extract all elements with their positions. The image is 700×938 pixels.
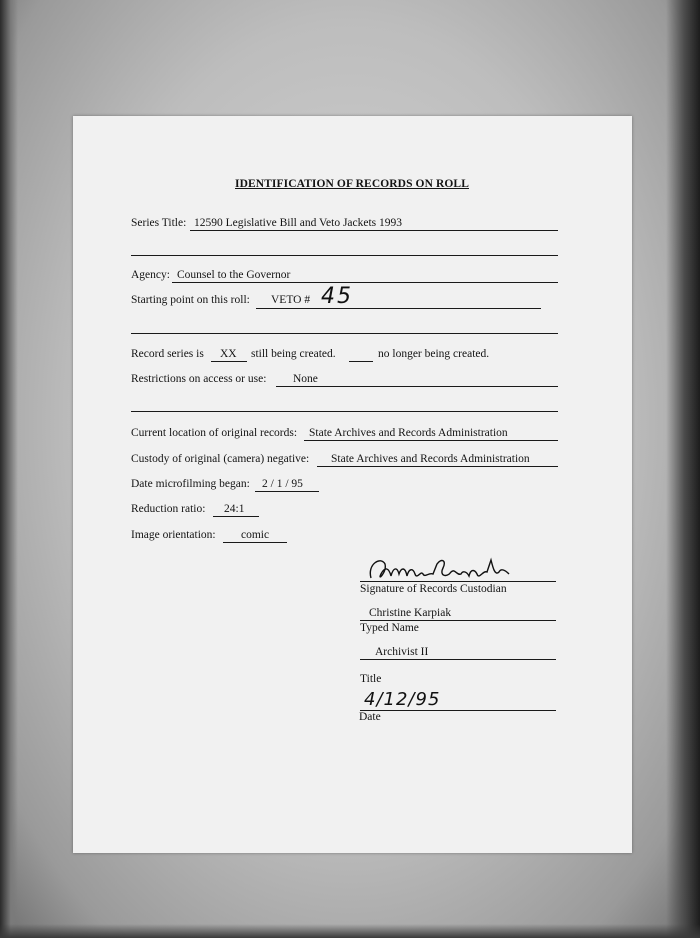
series-title-value: 12590 Legislative Bill and Veto Jackets 1993 xyxy=(194,217,403,229)
typed-name-value: Christine Karpiak xyxy=(369,607,452,619)
form-title: IDENTIFICATION OF RECORDS ON ROLL xyxy=(235,178,469,190)
record-series-value: XX xyxy=(220,348,237,360)
date-line xyxy=(360,710,556,711)
record-series-label: Record series is xyxy=(131,348,204,360)
title-caption: Title xyxy=(360,673,382,685)
signature-line xyxy=(360,581,556,582)
image-orientation-value: comic xyxy=(241,529,270,541)
restrictions-label: Restrictions on access or use: xyxy=(131,373,267,385)
date-began-line xyxy=(255,491,319,492)
film-edge-right xyxy=(666,0,700,938)
restrictions-line xyxy=(276,386,558,387)
signature-caption: Signature of Records Custodian xyxy=(360,583,507,595)
records-form-sheet xyxy=(73,116,632,853)
reduction-ratio-label: Reduction ratio: xyxy=(131,503,206,515)
custody-line xyxy=(317,466,558,467)
title-line xyxy=(360,659,556,660)
starting-point-label: Starting point on this roll: xyxy=(131,294,250,306)
still-being-created-label: still being created. xyxy=(251,348,336,360)
date-began-value: 2 / 1 / 95 xyxy=(262,478,303,490)
reduction-ratio-line xyxy=(213,516,259,517)
typed-name-line xyxy=(360,620,556,621)
starting-point-line-2 xyxy=(131,333,558,334)
no-longer-line xyxy=(349,361,373,362)
film-edge-left xyxy=(0,0,18,938)
current-location-value: State Archives and Records Administration xyxy=(309,427,508,439)
agency-line xyxy=(172,282,558,283)
current-location-line xyxy=(304,440,558,441)
no-longer-created-label: no longer being created. xyxy=(378,348,490,360)
starting-point-value: VETO # xyxy=(271,294,311,306)
date-began-label: Date microfilming began: xyxy=(131,478,250,490)
image-orientation-label: Image orientation: xyxy=(131,529,216,541)
date-caption: Date xyxy=(359,711,381,723)
typed-name-caption: Typed Name xyxy=(360,622,419,634)
custody-value: State Archives and Records Administration xyxy=(331,453,530,465)
restrictions-value: None xyxy=(293,373,318,385)
custody-label: Custody of original (camera) negative: xyxy=(131,453,310,465)
series-title-line xyxy=(190,230,558,231)
restrictions-line-2 xyxy=(131,411,558,412)
title-value: Archivist II xyxy=(375,646,429,658)
film-edge-bottom xyxy=(0,924,700,938)
series-title-line-2 xyxy=(131,255,558,256)
agency-value: Counsel to the Governor xyxy=(177,269,291,281)
reduction-ratio-value: 24:1 xyxy=(224,503,245,515)
agency-label: Agency: xyxy=(131,269,170,281)
starting-point-line xyxy=(256,308,541,309)
starting-point-handwritten: 45 xyxy=(321,284,353,309)
current-location-label: Current location of original records: xyxy=(131,427,298,439)
series-title-label: Series Title: xyxy=(131,217,187,229)
date-handwritten: 4/12/95 xyxy=(364,689,441,710)
record-series-line xyxy=(211,361,247,362)
image-orientation-line xyxy=(223,542,287,543)
